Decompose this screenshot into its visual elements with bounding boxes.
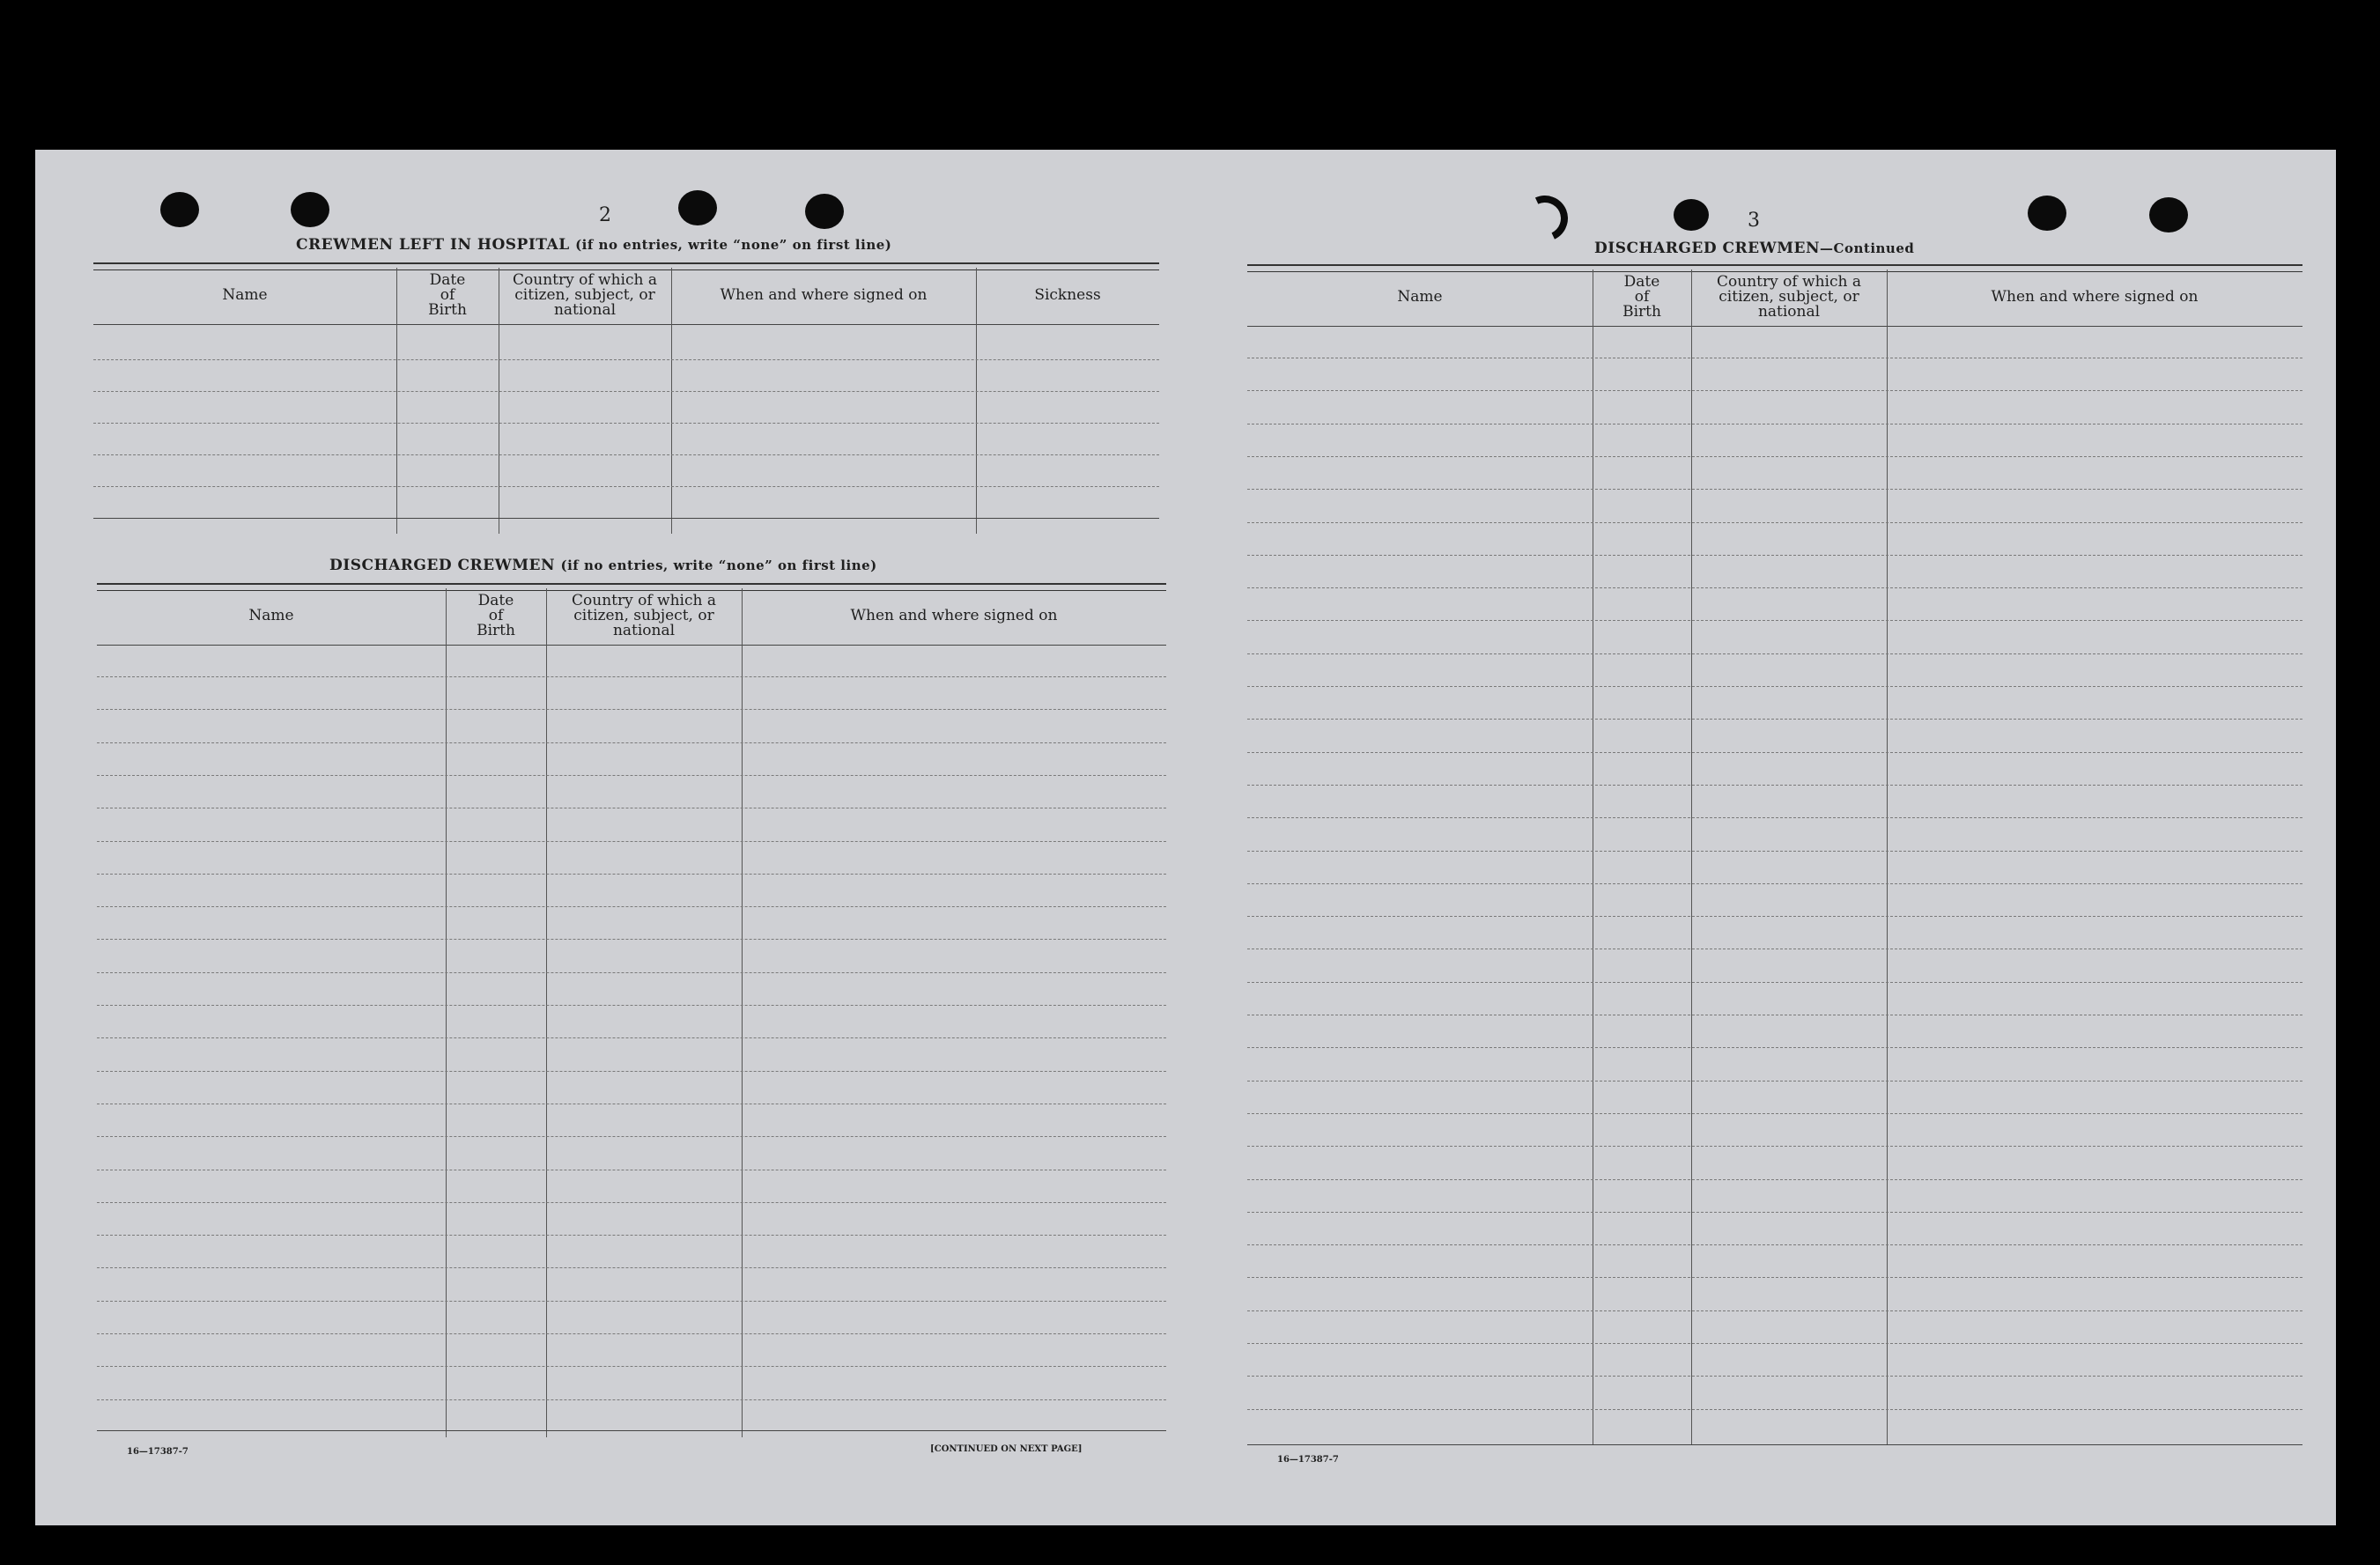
table-top-rule [93,262,1159,270]
entry-line [93,454,1159,455]
entry-line [1247,916,2302,917]
table-bottom-rule [93,518,1159,519]
table-top-rule [97,583,1166,591]
entry-line [1247,489,2302,490]
column-divider [976,268,977,534]
entry-line [93,391,1159,392]
entry-line [97,874,1166,875]
entry-line [97,1202,1166,1203]
header-line: national [1757,303,1821,321]
entry-line [1247,785,2302,786]
entry-line [1247,1310,2302,1311]
header-bottom-rule [1247,326,2302,327]
entry-line [1247,456,2302,457]
header-line: Birth [1622,303,1661,321]
entry-line [1247,1212,2302,1213]
column-header-country [499,273,671,318]
discharged-section-title [329,557,877,574]
column-header-name: Name [222,286,268,304]
hospital-title-note: (if no entries, write “none” on first line) [575,237,892,253]
entry-line [1247,1047,2302,1048]
header-line: citizen, subject, or [573,607,714,624]
page-number-right: 3 [1748,210,1760,232]
entry-line [1247,1244,2302,1245]
entry-line [97,775,1166,776]
entry-line [1247,851,2302,852]
entry-line [93,423,1159,424]
entry-line [97,742,1166,743]
header-line: national [612,622,676,639]
table-bottom-rule [1247,1444,2302,1445]
entry-line [97,1301,1166,1302]
punch-hole-partial [1516,189,1575,248]
entry-line [1247,555,2302,556]
entry-line [1247,1179,2302,1180]
column-header-signed-on: When and where signed on [850,607,1058,624]
punch-hole [1674,199,1709,231]
entry-line [93,359,1159,360]
entry-line [1247,522,2302,523]
hospital-table [93,262,1159,534]
column-header-signed-on: When and where signed on [1991,288,2199,306]
form-number-left: 16—17387-7 [127,1447,188,1457]
hospital-title-text: CREWMEN LEFT IN HOSPITAL [296,236,570,254]
discharged-title-text: DISCHARGED CREWMEN [329,557,556,574]
header-line: Country of which a [513,271,657,289]
discharged-title-note: (if no entries, write “none” on first line) [560,557,877,573]
table-bottom-rule [97,1430,1166,1431]
entry-line [1247,620,2302,621]
header-line: of [440,286,455,304]
column-divider [742,588,743,1437]
column-header-date-of-birth [396,273,499,318]
entry-line [1247,1113,2302,1114]
column-divider [546,588,547,1437]
punch-hole [805,194,844,229]
entry-line [97,1037,1166,1038]
column-header-date-of-birth [1593,275,1691,320]
punch-hole [291,192,329,227]
entry-line [93,486,1159,487]
entry-line [1247,883,2302,884]
header-line: Birth [428,301,467,319]
entry-line [1247,982,2302,983]
punch-hole [2149,197,2188,233]
header-line: of [488,607,504,624]
entry-line [1247,686,2302,687]
entry-line [1247,1277,2302,1278]
entry-line [97,1366,1166,1367]
punch-hole [2028,196,2066,231]
entry-line [97,1071,1166,1072]
column-header-name: Name [1397,288,1443,306]
page-number-left: 2 [599,204,611,226]
entry-line [1247,1376,2302,1377]
header-bottom-rule [93,324,1159,325]
discharged-continued-title [1594,240,1914,257]
entry-line [97,676,1166,677]
entry-line [97,1005,1166,1006]
column-header-signed-on: When and where signed on [720,286,928,304]
entry-line [97,1136,1166,1137]
header-line: citizen, subject, or [514,286,655,304]
header-bottom-rule [97,645,1166,646]
column-divider [671,268,672,534]
hospital-section-title [296,236,891,254]
column-divider [446,588,447,1437]
entry-line [97,841,1166,842]
header-line: Country of which a [1717,273,1861,291]
column-divider [1691,269,1692,1444]
column-header-name: Name [248,607,294,624]
header-line: Country of which a [572,592,716,609]
entry-line [1247,1146,2302,1147]
document-sheet [35,150,2336,1525]
header-line: of [1634,288,1650,306]
header-line: Birth [477,622,515,639]
entry-line [1247,719,2302,720]
column-header-date-of-birth [446,594,546,639]
entry-line [1247,390,2302,391]
header-line: national [553,301,617,319]
entry-line [97,1399,1166,1400]
discharged-table-right [1247,264,2302,1444]
entry-line [97,906,1166,907]
entry-line [1247,587,2302,588]
header-line: citizen, subject, or [1718,288,1859,306]
punch-hole [678,190,717,225]
entry-line [97,939,1166,940]
table-top-rule [1247,264,2302,272]
entry-line [1247,817,2302,818]
entry-line [97,1267,1166,1268]
discharged-table-left [97,583,1166,1437]
entry-line [97,972,1166,973]
entry-line [97,1235,1166,1236]
header-line: Date [477,592,514,609]
column-header-country [1691,275,1887,320]
column-divider [1887,269,1888,1444]
continued-note: [CONTINUED ON NEXT PAGE] [930,1444,1083,1454]
entry-line [1247,1343,2302,1344]
entry-line [97,709,1166,710]
column-header-sickness: Sickness [1034,286,1101,304]
entry-line [1247,752,2302,753]
header-line: Date [429,271,466,289]
punch-hole [160,192,199,227]
continued-title-text: DISCHARGED CREWMEN [1594,240,1821,257]
entry-line [97,1333,1166,1334]
entry-line [1247,1409,2302,1410]
column-header-country [546,594,742,639]
header-line: Date [1623,273,1660,291]
form-number-right: 16—17387-7 [1277,1455,1339,1465]
entry-line [1247,653,2302,654]
continued-title-suffix: —Continued [1820,240,1915,256]
